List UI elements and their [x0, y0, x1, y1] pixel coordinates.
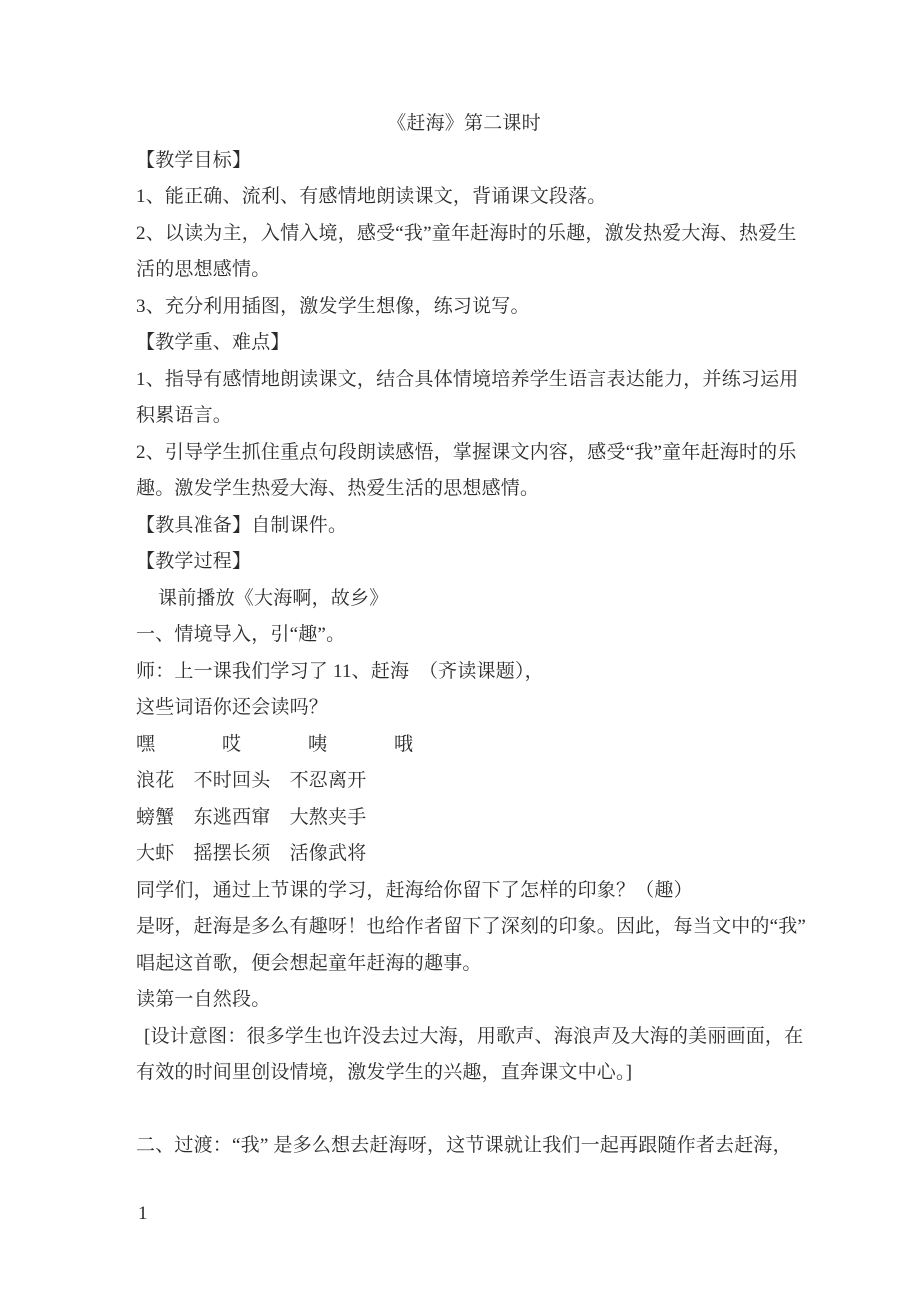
text-line: 3、充分利用插图，激发学生想像，练习说写。: [136, 295, 530, 317]
text-line: 嘿 哎 咦 哦: [136, 733, 414, 755]
text-line: [136, 1092, 792, 1129]
text-line: 二、过渡：“我” 是多么想去赶海呀，这节课就让我们一起再跟随作者去赶海，: [136, 1135, 792, 1156]
text-line: 有效的时间里创设情境，激发学生的兴趣，直奔课文中心。]: [136, 1062, 633, 1083]
text-line: 是呀，赶海是多么有趣呀！也给作者留下了深刻的印象。因此，每当文中的“我”: [136, 916, 807, 937]
text-line: 积累语言。: [136, 405, 233, 426]
text-line: 螃蟹 东逃西窜 大熬夹手: [136, 806, 367, 828]
text-line: 2、引导学生抓住重点句段朗读感悟，掌握课文内容，感受“我”童年赶海时的乐: [136, 441, 797, 463]
page-number: 1: [138, 1203, 148, 1224]
text-line: 一、情境导入，引“趣”。: [136, 624, 346, 645]
text-line: 【教具准备】自制课件。: [136, 514, 348, 536]
text-line: 大虾 摇摆长须 活像武将: [136, 843, 367, 864]
text-line: 2、以读为主，入情入境，感受“我”童年赶海时的乐趣，激发热爱大海、热爱生: [136, 222, 797, 244]
text-line: 课前播放《大海啊，故乡》: [158, 587, 389, 609]
text-line: 【教学过程】: [136, 551, 252, 572]
text-line: 【教学重、难点】: [136, 332, 290, 353]
text-line: 这些词语你还会读吗？: [136, 697, 329, 718]
text-line: 同学们，通过上节课的学习，赶海给你留下了怎样的印象？（趣）: [136, 879, 693, 901]
text-line: 1、能正确、流利、有感情地朗读课文，背诵课文段落。: [136, 186, 607, 207]
text-line: 【教学目标】: [136, 149, 252, 171]
document-title: 《赶海》第二课时: [387, 113, 541, 134]
text-line: 1、指导有感情地朗读课文，结合具体情境培养学生语言表达能力，并练习运用: [136, 368, 799, 390]
text-line: 浪花 不时回头 不忍离开: [136, 770, 367, 791]
text-line: 趣。激发学生热爱大海、热爱生活的思想感情。: [136, 478, 540, 499]
text-line: 读第一自然段。: [136, 989, 271, 1010]
text-line: [设计意图：很多学生也许没去过大海，用歌声、海浪声及大海的美丽画面，在: [144, 1025, 804, 1047]
text-line: 师：上一课我们学习了 11、赶海 （齐读课题），: [136, 660, 544, 682]
document-body: [136, 106, 807, 1165]
text-line: 活的思想感情。: [136, 259, 271, 280]
text-line: 唱起这首歌，便会想起童年赶海的趣事。: [136, 952, 482, 974]
lines: [136, 143, 807, 1165]
